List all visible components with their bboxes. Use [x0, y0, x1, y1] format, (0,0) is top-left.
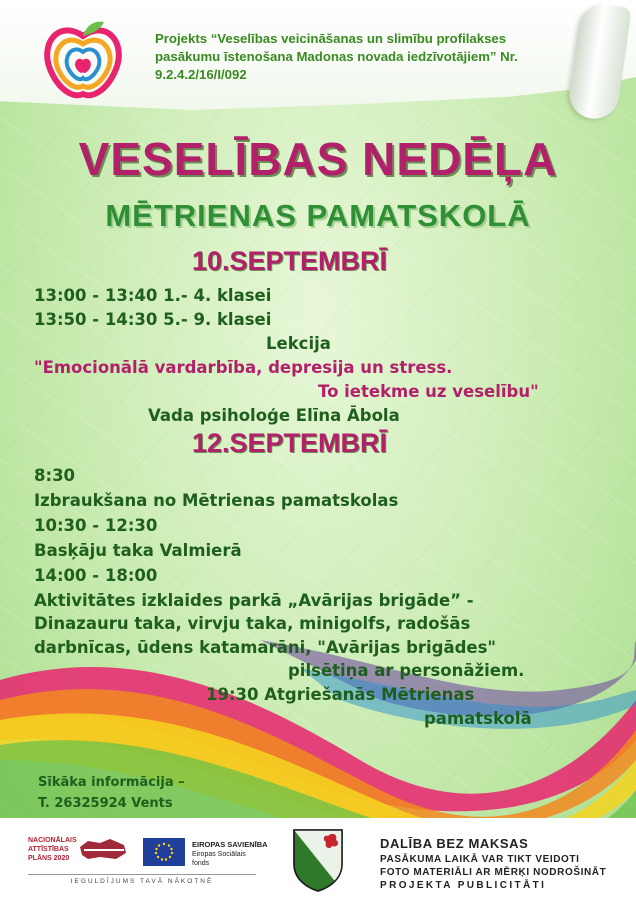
- lecturer: Vada psiholoģe Elīna Ābola: [148, 406, 400, 425]
- schedule-line: Dinazauru taka, virvju taka, minigolfs, radošās: [34, 614, 471, 633]
- schedule-line: 13:50 - 14:30 5.- 9. klasei: [34, 310, 272, 329]
- apple-heart-logo: [38, 14, 128, 104]
- schedule-line: 10:30 - 12:30: [34, 516, 158, 535]
- lecture-title: "Emocionālā vardarbība, depresija un stress.: [34, 358, 453, 377]
- schedule-line: 13:00 - 13:40 1.- 4. klasei: [34, 286, 272, 305]
- date-day1: 10.SEPTEMBRĪ: [192, 246, 388, 276]
- nap-line: PLĀNS 2020: [28, 855, 70, 862]
- nap-line: ATTĪSTĪBAS: [28, 846, 69, 853]
- schedule-line: Aktivitātes izklaides parkā „Avārijas brigāde” -: [34, 591, 474, 610]
- date-day2: 12.SEPTEMBRĪ: [192, 428, 388, 458]
- school-title: MĒTRIENAS PAMATSKOLĀ: [105, 198, 531, 233]
- lecture-label: Lekcija: [266, 334, 331, 353]
- project-description: Projekts “Veselības veicināšanas un slimību profilakses pasākumu īstenošana Madonas novada iedzīvotājiem” Nr. 9.2.4.2/16/I/092: [155, 31, 518, 82]
- schedule-line: pilsētiņa ar personāžiem.: [288, 661, 525, 680]
- eu-fund-line: Eiropas Sociālais: [192, 851, 246, 858]
- madona-coat-of-arms-icon: [292, 828, 344, 892]
- notice-line: PROJEKTA PUBLICITĀTI: [380, 880, 547, 891]
- latvia-map-icon: [78, 837, 128, 861]
- schedule-line: 14:00 - 18:00: [34, 566, 158, 585]
- schedule-line: pamatskolā: [424, 709, 532, 728]
- eu-text: [192, 840, 268, 868]
- schedule-line: Basķāju taka Valmierā: [34, 541, 242, 560]
- eu-title: EIROPAS SAVIENĪBA: [192, 840, 268, 849]
- schedule-line: darbnīcas, ūdens katamarāni, "Avārijas brigādes": [34, 638, 497, 657]
- notice-line: PASĀKUMA LAIKĀ VAR TIKT VEIDOTI: [380, 854, 580, 865]
- contact-info: [38, 772, 185, 814]
- nap-line: NACIONĀLAIS: [28, 837, 77, 844]
- schedule-line: 8:30: [34, 466, 76, 485]
- notice-line: FOTO MATERIĀLI AR MĒRĶI NODROŠINĀT: [380, 867, 607, 878]
- schedule-line: 19:30 Atgriešanās Mētrienas: [206, 685, 475, 704]
- lecture-title-cont: To ietekme uz veselību": [318, 382, 539, 401]
- eu-fund-line: fonds: [192, 860, 210, 867]
- contact-label: Sīkāka informācija –: [38, 775, 185, 790]
- free-participation: DALĪBA BEZ MAKSAS: [380, 836, 529, 851]
- footer-divider: [28, 874, 256, 875]
- photo-notice: [380, 853, 606, 892]
- nap-logo-text: [28, 836, 77, 863]
- eu-flag-icon: [143, 838, 185, 866]
- footer: [0, 818, 636, 900]
- investment-slogan: IEGULDĪJUMS TAVĀ NĀKOTNĒ: [70, 878, 214, 885]
- schedule-line: Izbraukšana no Mētrienas pamatskolas: [34, 491, 399, 510]
- page-title: VESELĪBAS NEDĒĻA: [78, 133, 558, 185]
- contact-phone: T. 26325924 Vents: [38, 796, 173, 811]
